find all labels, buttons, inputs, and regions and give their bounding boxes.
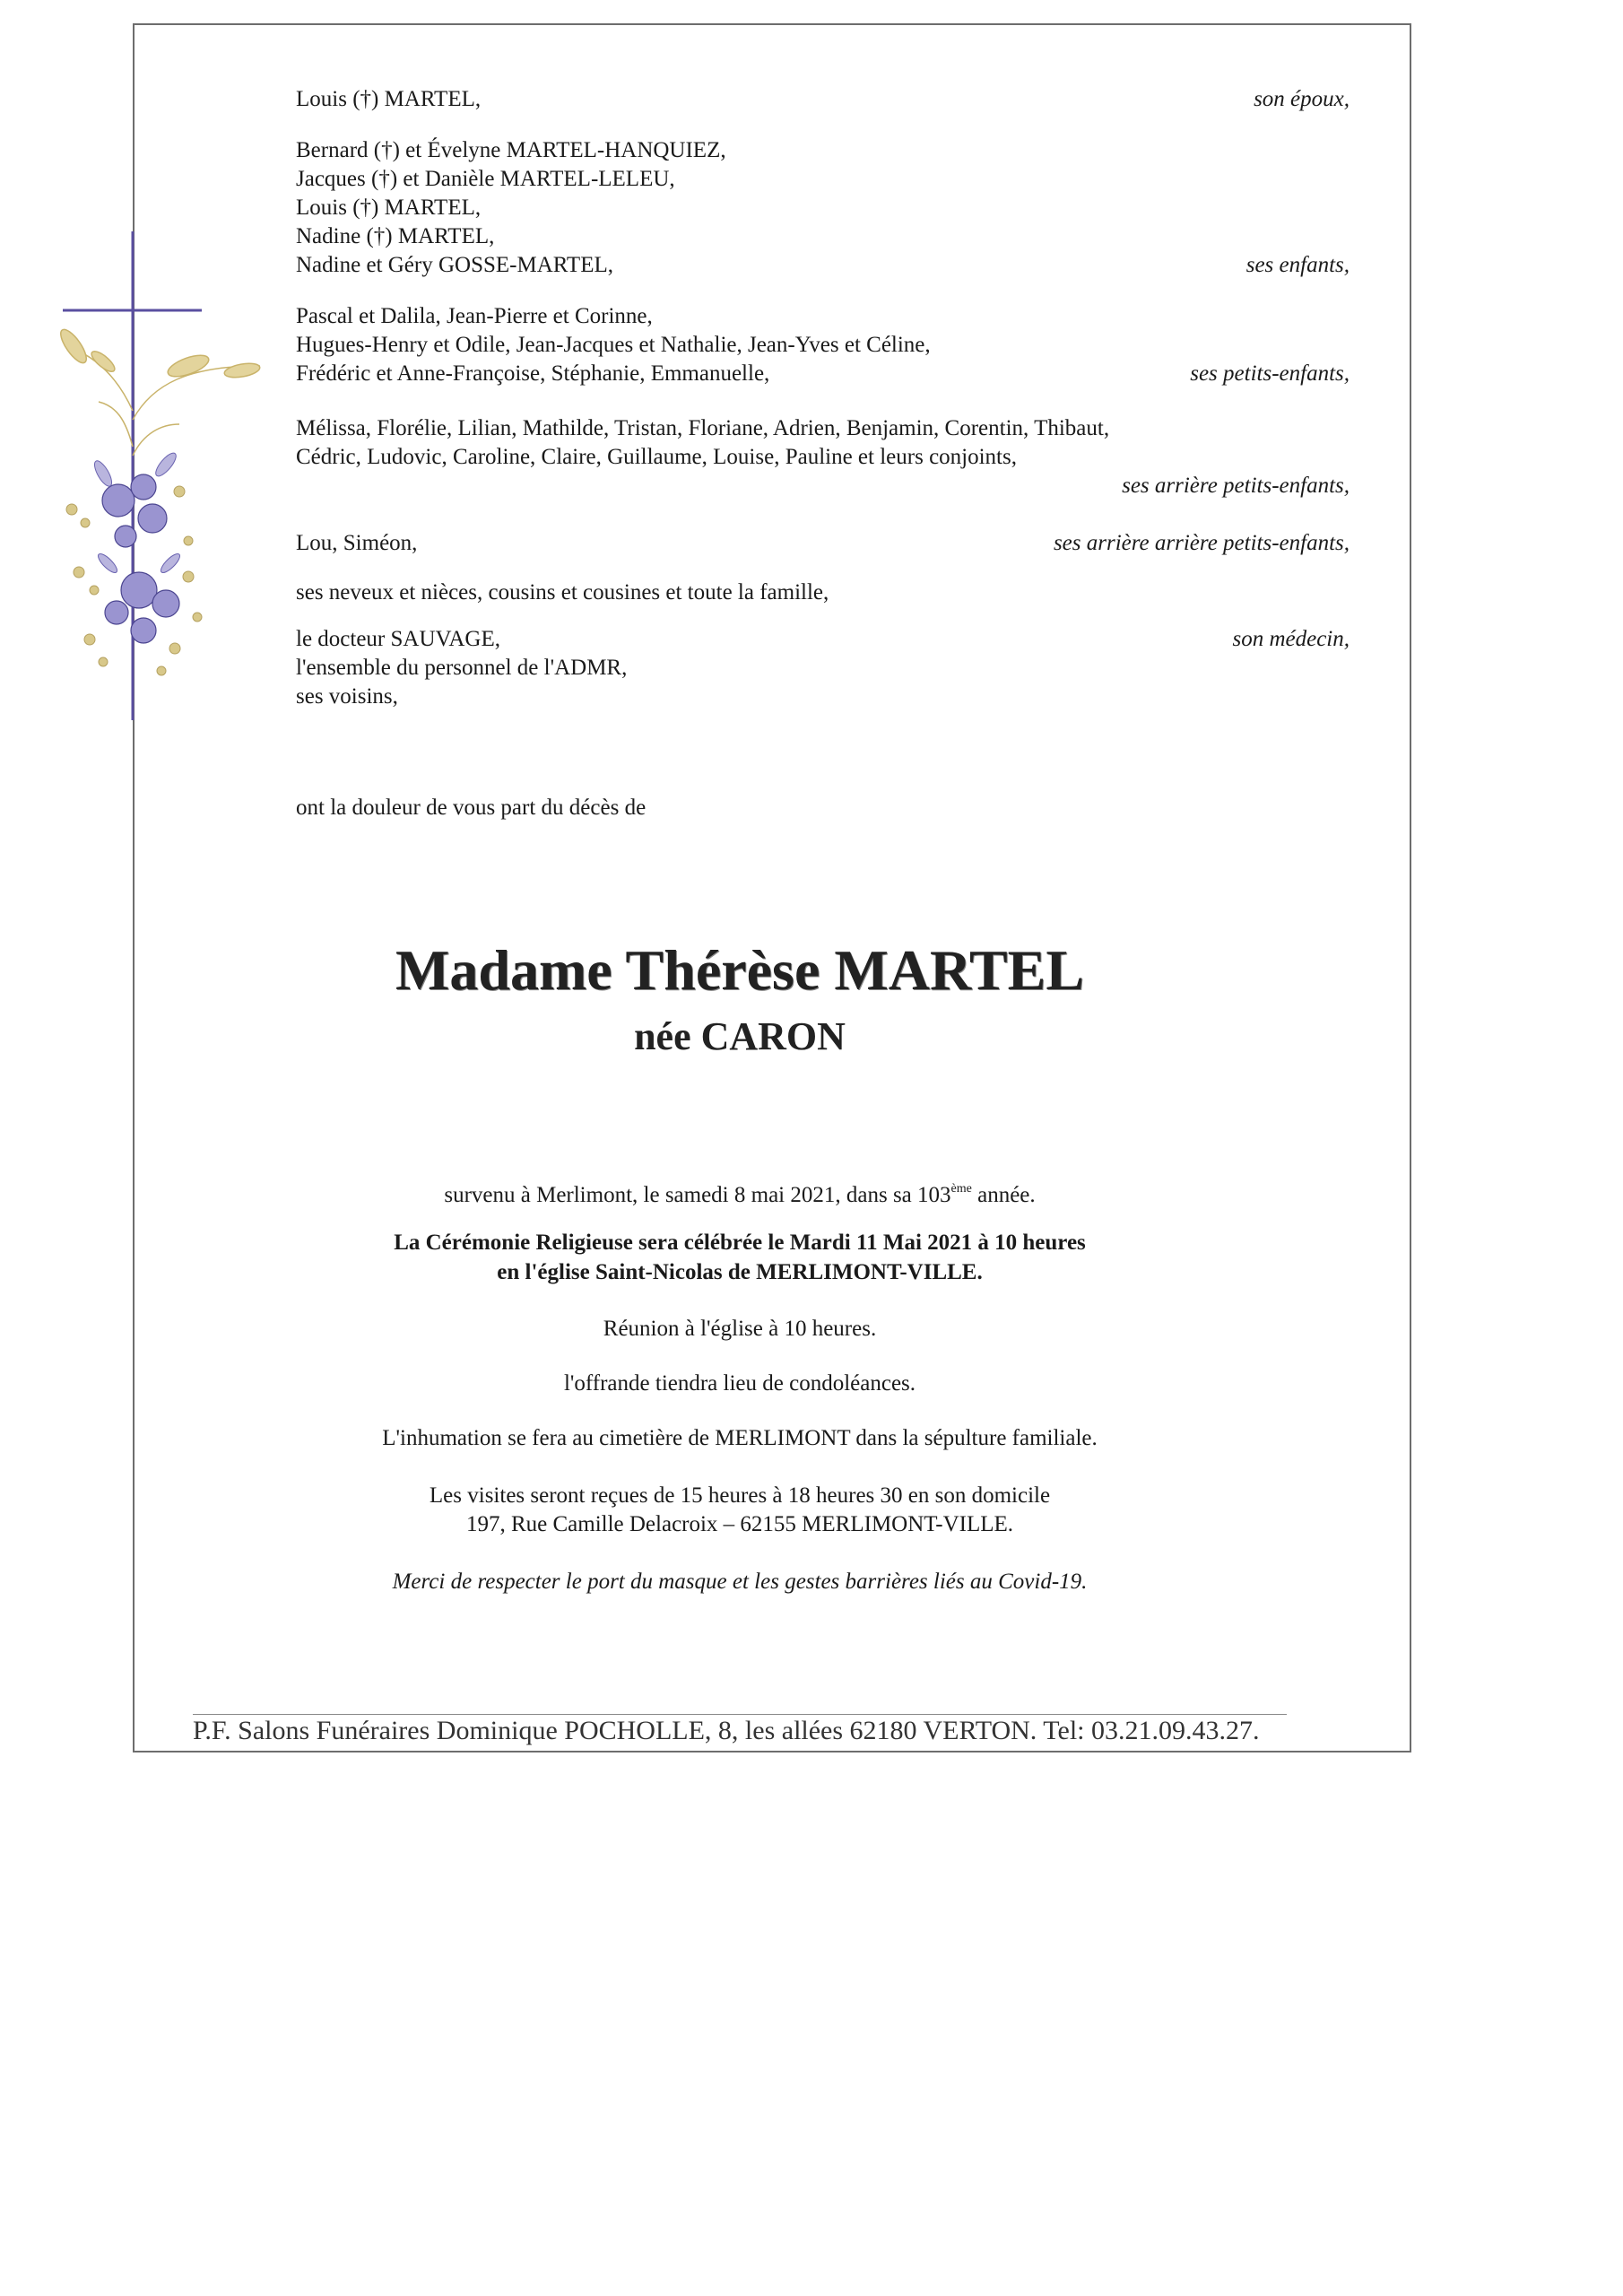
family-line-child-1: Bernard (†) et Évelyne MARTEL-HANQUIEZ,	[296, 138, 726, 162]
death-superscript: ème	[950, 1182, 972, 1196]
visits-line-1: Les visites seront reçues de 15 heures à 18 heures 30 en son domicile	[429, 1483, 1051, 1508]
family-line-child-4: Nadine (†) MARTEL,	[296, 224, 495, 248]
wheat-icon	[56, 326, 261, 456]
family-line-admr: l'ensemble du personnel de l'ADMR,	[296, 656, 628, 680]
death-text: survenu à Merlimont, le samedi 8 mai 2021, dans sa 103	[444, 1183, 951, 1207]
relation-grandchildren: ses petits-enfants,	[1190, 361, 1350, 386]
death-details	[0, 1175, 1480, 1210]
intro-text: ont la douleur de vous part du décès de	[296, 796, 647, 820]
relation-spouse: son époux,	[1254, 87, 1350, 111]
family-line-great-grandchild-1: Mélissa, Florélie, Lilian, Mathilde, Tristan, Floriane, Adrien, Benjamin, Corentin, Thibaut,	[296, 416, 1110, 440]
family-line-neighbours: ses voisins,	[296, 684, 398, 709]
visits-line-2: 197, Rue Camille Delacroix – 62155 MERLIMONT-VILLE.	[465, 1512, 1014, 1536]
deceased-name: Madame Thérèse MARTEL	[395, 938, 1085, 1002]
flower-icon	[102, 474, 179, 643]
family-line-spouse: Louis (†) MARTEL,	[296, 87, 482, 111]
burial-text: L'inhumation se fera au cimetière de MERLIMONT dans la sépulture familiale.	[382, 1426, 1098, 1450]
family-line-extended: ses neveux et nièces, cousins et cousines et toute la famille,	[296, 580, 829, 604]
family-line-child-2: Jacques (†) et Danièle MARTEL-LELEU,	[296, 167, 675, 191]
family-line-child-3: Louis (†) MARTEL,	[296, 196, 482, 220]
family-line-grandchild-3: Frédéric et Anne-Françoise, Stéphanie, Emmanuelle,	[296, 361, 770, 386]
footer-rule	[193, 1714, 1287, 1715]
family-line-great-great-grandchildren: Lou, Siméon,	[296, 531, 418, 555]
maiden-name: née CARON	[634, 1014, 846, 1058]
family-line-great-grandchild-2: Cédric, Ludovic, Caroline, Claire, Guillaume, Louise, Pauline et leurs conjoints,	[296, 445, 1017, 469]
death-text-end: année.	[971, 1183, 1036, 1207]
ceremony-line-2: en l'église Saint-Nicolas de MERLIMONT-VILLE.	[497, 1260, 983, 1284]
leaf-icon	[91, 450, 183, 576]
meeting-text: Réunion à l'église à 10 heures.	[603, 1317, 877, 1341]
family-line-grandchild-2: Hugues-Henry et Odile, Jean-Jacques et Nathalie, Jean-Yves et Céline,	[296, 333, 931, 357]
offering-text: l'offrande tiendra lieu de condoléances.	[563, 1371, 916, 1396]
relation-great-grandchildren: ses arrière petits-enfants,	[1122, 474, 1350, 498]
family-line-doctor: le docteur SAUVAGE,	[296, 627, 500, 651]
cross-wheat-flower-illustration	[54, 231, 287, 734]
covid-note: Merci de respecter le port du masque et les gestes barrières liés au Covid-19.	[392, 1570, 1088, 1594]
family-line-child-5: Nadine et Géry GOSSE-MARTEL,	[296, 253, 613, 277]
relation-great-great-grandchildren: ses arrière arrière petits-enfants,	[1053, 531, 1350, 555]
relation-children: ses enfants,	[1245, 253, 1350, 277]
funeral-home-footer: P.F. Salons Funéraires Dominique POCHOLLE, 8, les allées 62180 VERTON. Tel: 03.21.09.43.27.	[193, 1716, 1260, 1745]
ceremony-line-1: La Cérémonie Religieuse sera célébrée le Mardi 11 Mai 2021 à 10 heures	[394, 1231, 1086, 1255]
family-line-grandchild-1: Pascal et Dalila, Jean-Pierre et Corinne,	[296, 304, 653, 328]
relation-doctor: son médecin,	[1232, 627, 1350, 651]
